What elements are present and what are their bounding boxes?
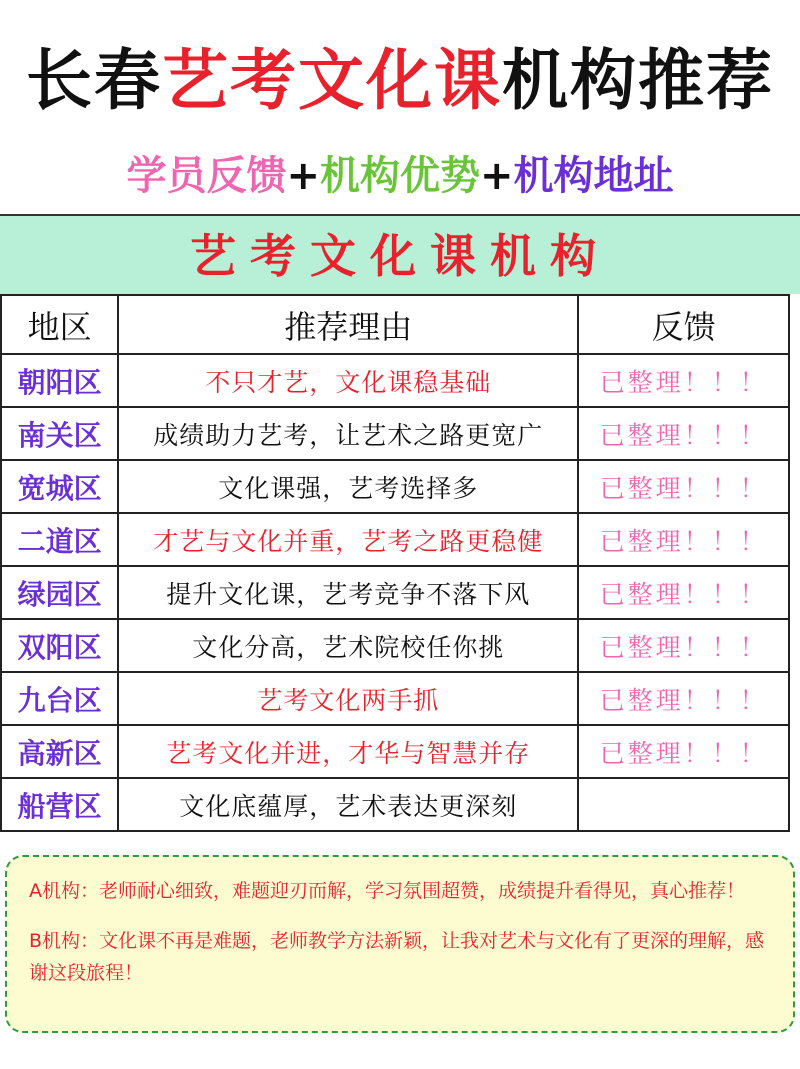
feedback-cell: 已整理！！！ (578, 725, 789, 778)
table-row (1, 566, 789, 619)
subtitle-address: 机构地址 (513, 153, 674, 199)
subtitle-plus-2: + (480, 153, 514, 199)
district-cell: 高新区 (1, 725, 118, 778)
title-part-3: 机构推荐 (502, 42, 774, 119)
reason-cell: 文化分高，艺术院校任你挑 (118, 619, 578, 672)
table-row (1, 619, 789, 672)
district-cell: 宽城区 (1, 460, 118, 513)
note-a: A机构：老师耐心细致，难题迎刃而解，学习氛围超赞，成绩提升看得见，真心推荐！ (29, 880, 745, 902)
header-reason: 推荐理由 (118, 295, 578, 354)
district-cell: 朝阳区 (1, 354, 118, 407)
note-b: B机构：文化课不再是难题，老师教学方法新颖，让我对艺术与文化有了更深的理解，感谢这段旅程！ (29, 930, 765, 984)
feedback-notes (5, 855, 795, 1033)
subtitle (0, 146, 800, 206)
title-part-1: 长春 (26, 42, 162, 119)
reason-cell: 才艺与文化并重，艺考之路更稳健 (118, 513, 578, 566)
banner-title: 艺考文化课机构 (190, 229, 610, 283)
title-part-2: 艺考文化课 (162, 42, 502, 119)
section-banner (0, 214, 800, 294)
district-cell: 九台区 (1, 672, 118, 725)
header-district: 地区 (1, 295, 118, 354)
feedback-cell: 已整理！！！ (578, 407, 789, 460)
table-header-row (1, 295, 789, 354)
feedback-cell: 已整理！！！ (578, 460, 789, 513)
feedback-cell: 已整理！！！ (578, 672, 789, 725)
table-row (1, 407, 789, 460)
district-cell: 二道区 (1, 513, 118, 566)
subtitle-plus-1: + (286, 153, 320, 199)
table-row (1, 778, 789, 831)
feedback-cell: 已整理！！！ (578, 513, 789, 566)
table-row (1, 672, 789, 725)
subtitle-advantages: 机构优势 (320, 153, 480, 199)
district-cell: 船营区 (1, 778, 118, 831)
district-cell: 绿园区 (1, 566, 118, 619)
feedback-cell (578, 778, 789, 831)
reason-cell: 艺考文化两手抓 (118, 672, 578, 725)
reason-cell: 成绩助力艺考，让艺术之路更宽广 (118, 407, 578, 460)
feedback-cell: 已整理！！！ (578, 354, 789, 407)
district-cell: 南关区 (1, 407, 118, 460)
table-row (1, 513, 789, 566)
institution-table (0, 294, 790, 832)
feedback-cell: 已整理！！！ (578, 566, 789, 619)
reason-cell: 不只才艺，文化课稳基础 (118, 354, 578, 407)
feedback-cell: 已整理！！！ (578, 619, 789, 672)
page-title (0, 36, 800, 126)
reason-cell: 提升文化课，艺考竞争不落下风 (118, 566, 578, 619)
reason-cell: 艺考文化并进，才华与智慧并存 (118, 725, 578, 778)
header-feedback: 反馈 (578, 295, 789, 354)
reason-cell: 文化课强，艺考选择多 (118, 460, 578, 513)
table-row (1, 354, 789, 407)
subtitle-feedback: 学员反馈 (126, 153, 287, 199)
table-row (1, 725, 789, 778)
district-cell: 双阳区 (1, 619, 118, 672)
reason-cell: 文化底蕴厚，艺术表达更深刻 (118, 778, 578, 831)
table-row (1, 460, 789, 513)
